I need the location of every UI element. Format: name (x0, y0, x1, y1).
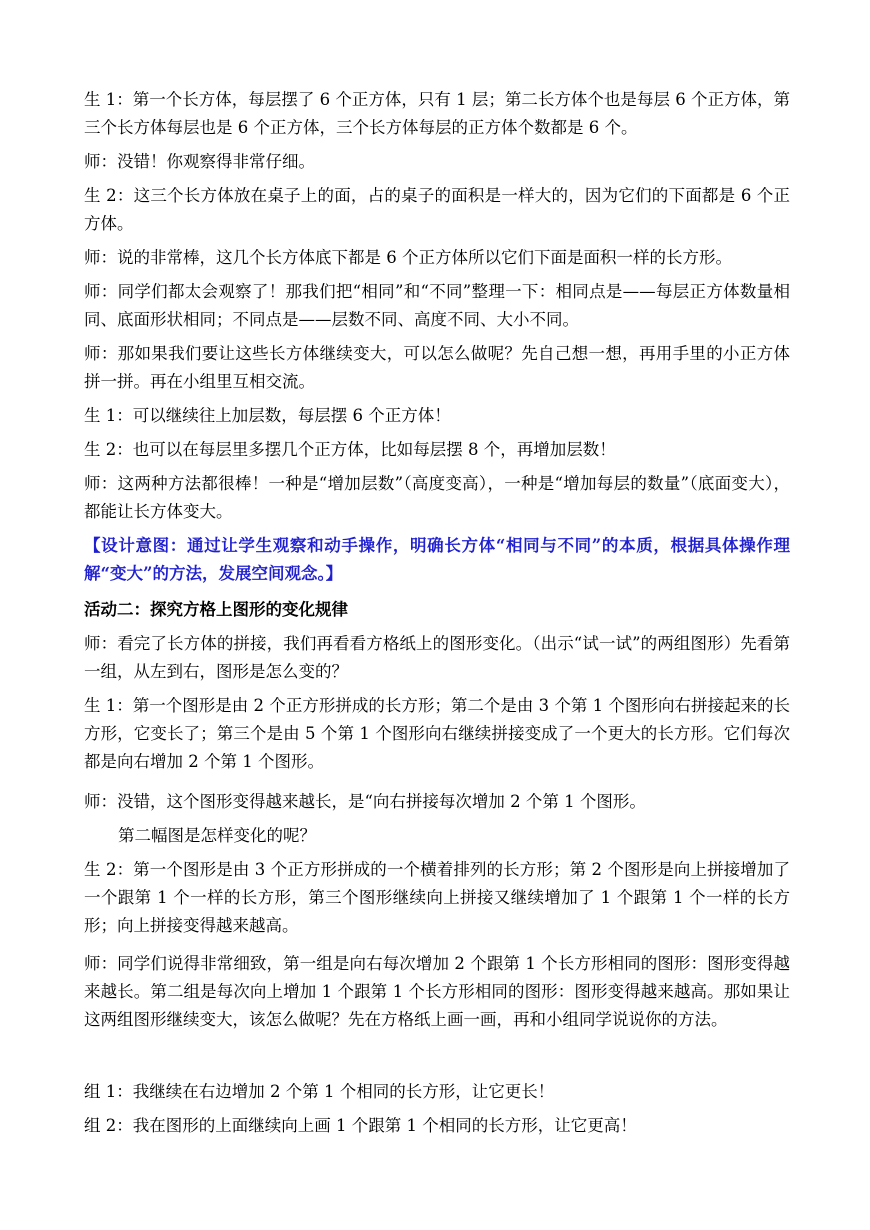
paragraph-student2-base-area: 生 2：这三个长方体放在桌子上的面，占的桌子的面积是一样大的，因为它们的下面都是 6 个正方体。 (84, 186, 790, 233)
paragraph-student2-more-per-layer: 生 2：也可以在每层里多摆几个正方体，比如每层摆 8 个，再增加层数！ (84, 440, 616, 459)
paragraph-student2-second-group: 生 2：第一个图形是由 3 个正方形拼成的一个横着排列的长方形；第 2 个图形是向上拼接增加了一个跟第 1 个一样的长方形，第三个图形继续向上拼接又继续增加了 1 个跟第 1 个一样的长方形；向上拼接变得越来越高。 (84, 860, 790, 935)
paragraph-teacher-summary: 师：同学们说得非常细致，第一组是向右每次增加 2 个跟第 1 个长方形相同的图形：图形变得越来越长。第二组是每次向上增加 1 个跟第 1 个长方形相同的图形：图形变得越来越高。那如果让这两组图形继续变大，该怎么做呢？先在方格纸上画一画，再和小组同学说说你的方法。 (84, 954, 790, 1029)
paragraph-group1-answer: 组 1：我继续在右边增加 2 个第 1 个相同的长方形，让它更长！ (84, 1082, 555, 1101)
design-intent-note: 【设计意图：通过让学生观察和动手操作，明确长方体“相同与不同”的本质，根据具体操作理解“变大”的方法，发展空间观念。】 (84, 536, 790, 583)
paragraph-student1-cuboid-layers: 生 1：第一个长方体，每层摆了 6 个正方体，只有 1 层；第二长方体个也是每层 6 个正方体，第三个长方体每层也是 6 个正方体，三个长方体每层的正方体个数都是 6 个。 (84, 90, 790, 137)
paragraph-student1-add-layers: 生 1：可以继续往上加层数，每层摆 6 个正方体！ (84, 406, 451, 425)
activity-two-heading: 活动二：探究方格上图形的变化规律 (84, 600, 348, 619)
paragraph-student1-first-group: 生 1：第一个图形是由 2 个正方形拼成的长方形；第二个是由 3 个第 1 个图形向右拼接起来的长方形，它变长了；第三个是由 5 个第 1 个图形向右继续拼接变成了一个更大的长方形。它们每次都是向右增加 2 个第 1 个图形。 (84, 696, 790, 771)
paragraph-teacher-praise: 师：没错！你观察得非常仔细。 (84, 152, 315, 171)
paragraph-teacher-make-bigger: 师：那如果我们要让这些长方体继续变大，可以怎么做呢？先自己想一想，再用手里的小正方体拼一拼。再在小组里互相交流。 (84, 344, 790, 391)
paragraph-teacher-longer: 师：没错，这个图形变得越来越长，是“向右拼接每次增加 2 个第 1 个图形。 (84, 792, 646, 811)
paragraph-teacher-same-different: 师：同学们都太会观察了！那我们把“相同”和“不同”整理一下：相同点是——每层正方体数量相同、底面形状相同；不同点是——层数不同、高度不同、大小不同。 (84, 282, 790, 329)
paragraph-teacher-base-rectangle: 师：说的非常棒，这几个长方体底下都是 6 个正方体所以它们下面是面积一样的长方形。 (84, 248, 732, 267)
paragraph-teacher-two-methods: 师：这两种方法都很棒！一种是“增加层数”（高度变高），一种是“增加每层的数量”（底面变大），都能让长方体变大。 (84, 474, 790, 521)
paragraph-second-figure-question: 第二幅图是怎样变化的呢？ (118, 826, 316, 845)
paragraph-group2-answer: 组 2：我在图形的上面继续向上画 1 个跟第 1 个相同的长方形，让它更高！ (84, 1116, 637, 1135)
paragraph-teacher-grid-shapes: 师：看完了长方体的拼接，我们再看看方格纸上的图形变化。（出示“试一试”的两组图形）先看第一组，从左到右，图形是怎么变的？ (84, 634, 790, 681)
